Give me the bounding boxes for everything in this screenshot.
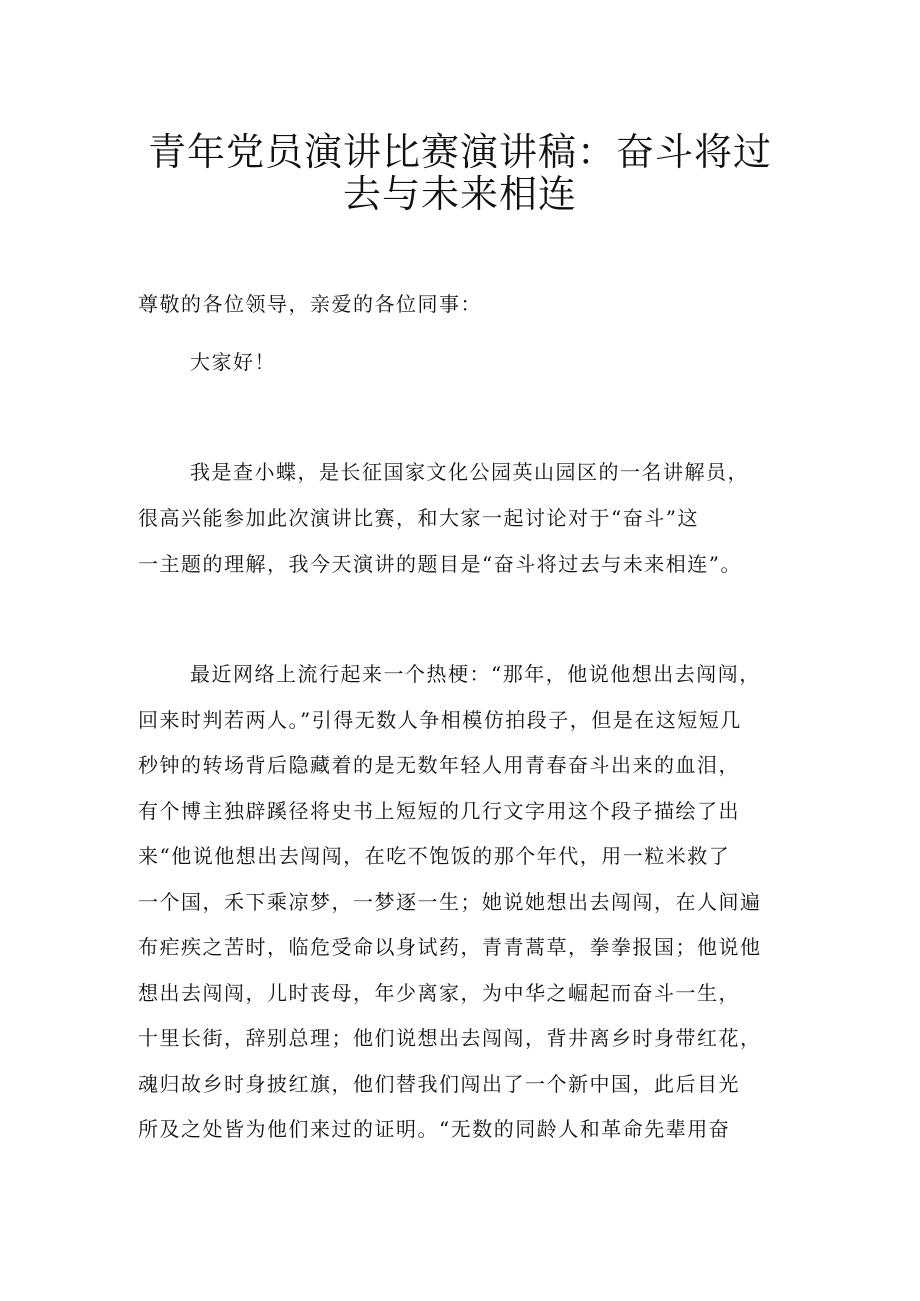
paragraph-2-line: 十里长街，辞别总理；他们说想出去闯闯，背井离乡时身带红花， <box>138 1026 762 1050</box>
document-title-line-1: 青年党员演讲比赛演讲稿：奋斗将过 <box>147 130 772 174</box>
paragraph-2-line: 最近网络上流行起来一个热梗：“那年，他说他想出去闯闯， <box>190 662 761 686</box>
paragraph-2-line: 魂归故乡时身披红旗，他们替我们闯出了一个新中国，此后目光 <box>138 1072 740 1096</box>
paragraph-2-line: 一个国，禾下乘凉梦，一梦逐一生；她说她想出去闯闯，在人间遍 <box>138 890 762 914</box>
paragraph-2-line: 来“他说他想出去闯闯，在吃不饱饭的那个年代，用一粒米救了 <box>138 844 731 868</box>
paragraph-2-line: 想出去闯闯，儿时丧母，年少离家，为中华之崛起而奋斗一生， <box>138 981 740 1005</box>
paragraph-2-line: 秒钟的转场背后隐藏着的是无数年轻人用青春奋斗出来的血泪， <box>138 753 740 777</box>
document-title-line-2: 去与未来相连 <box>342 172 577 216</box>
paragraph-2-line: 布疟疾之苦时，临危受命以身试药，青青蒿草，拳拳报国；他说他 <box>138 935 762 959</box>
paragraph-2-line: 回来时判若两人。”引得无数人争相模仿拍段子，但是在这短短几 <box>138 708 742 732</box>
greeting: 大家好！ <box>190 350 276 374</box>
paragraph-2-line: 所及之处皆为他们来过的证明。“无数的同龄人和革命先辈用奋 <box>138 1117 731 1141</box>
paragraph-1-line: 一主题的理解，我今天演讲的题目是“奋斗将过去与未来相连”。 <box>138 552 742 576</box>
paragraph-2-line: 有个博主独辟蹊径将史书上短短的几行文字用这个段子描绘了出 <box>138 799 740 823</box>
paragraph-1-line: 很高兴能参加此次演讲比赛，和大家一起讨论对于“奋斗”这 <box>138 506 699 530</box>
salutation: 尊敬的各位领导，亲爱的各位同事： <box>138 292 482 316</box>
paragraph-1-line: 我是查小蝶，是长征国家文化公园英山园区的一名讲解员， <box>190 460 749 484</box>
